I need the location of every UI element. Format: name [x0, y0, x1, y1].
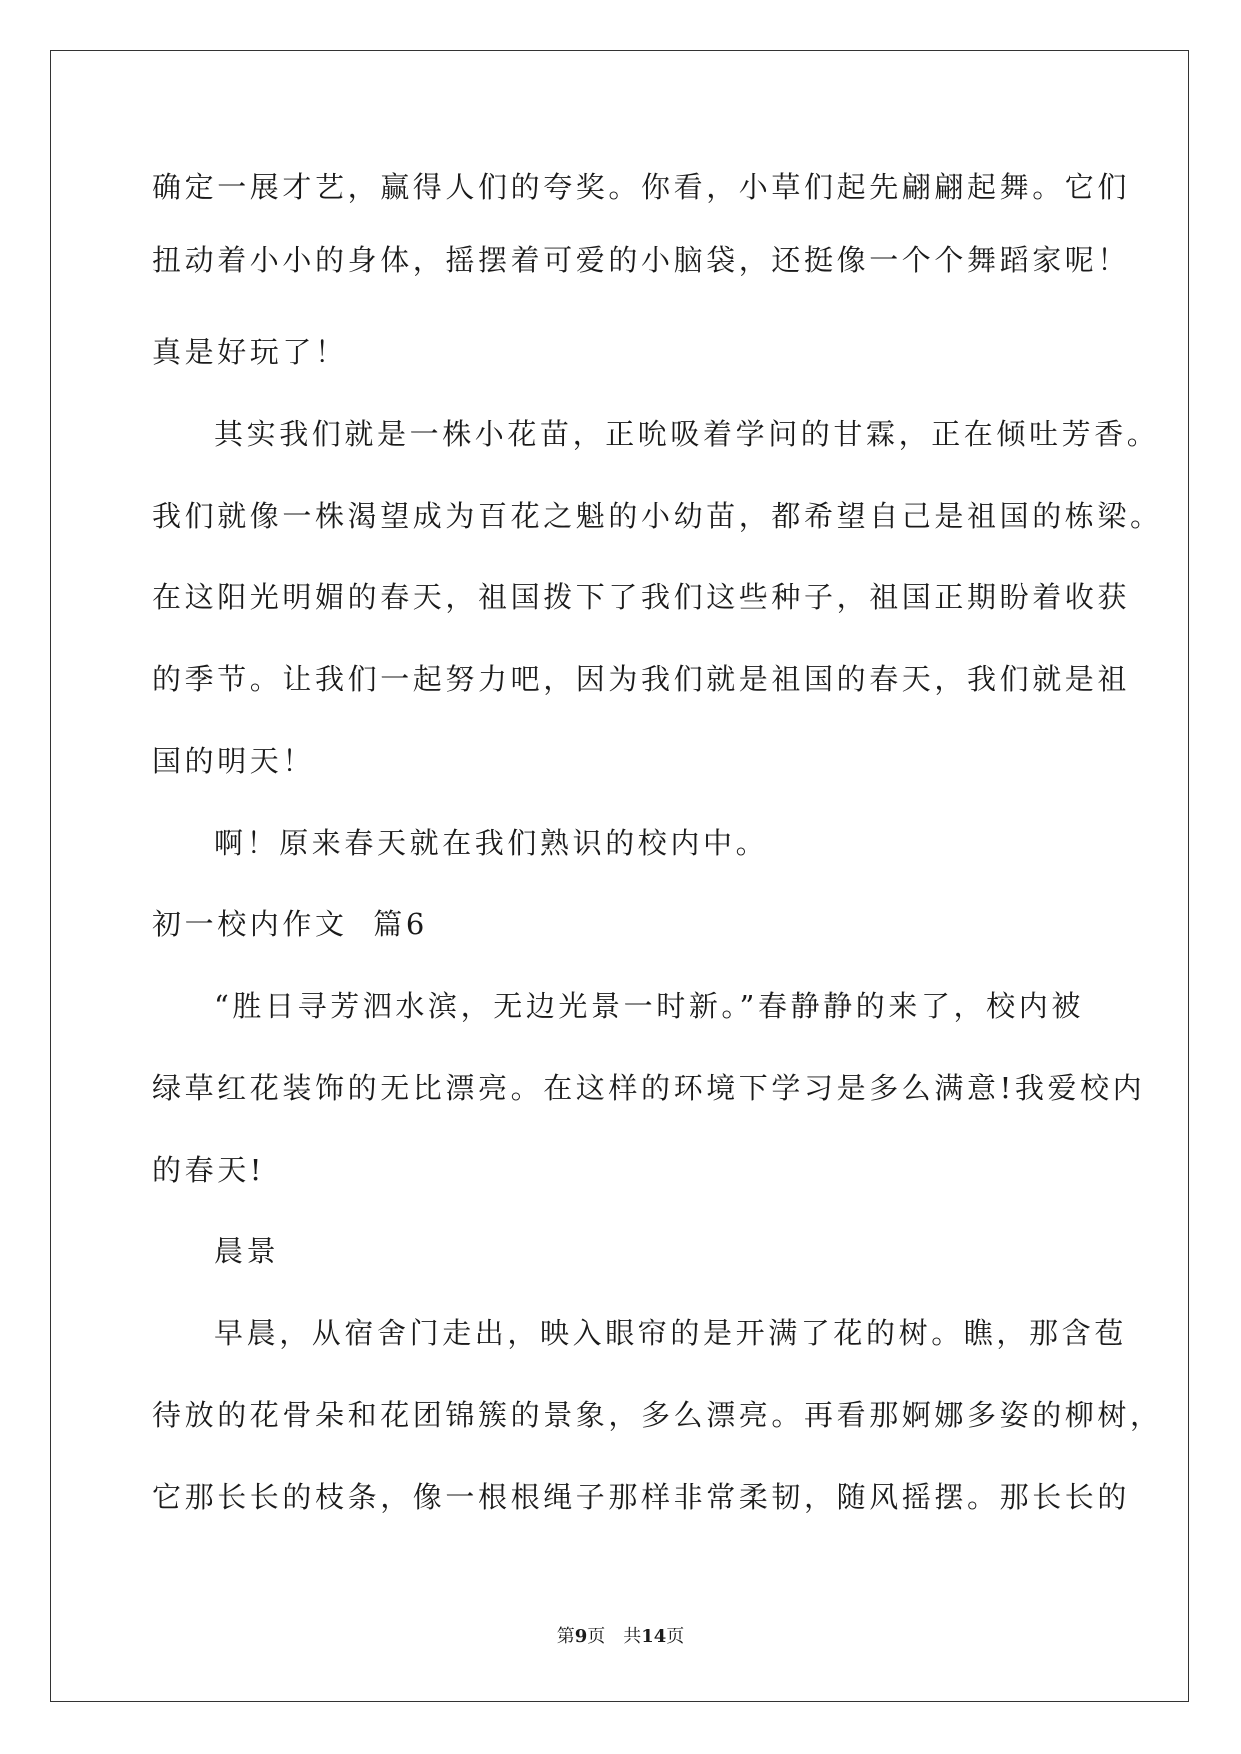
total-page-count: 14	[641, 1626, 667, 1647]
text-line: 确定一展才艺，赢得人们的夸奖。你看，小草们起先翩翩起舞。它们	[152, 170, 1131, 204]
current-page-number: 9	[574, 1626, 588, 1647]
text-line: 在这阳光明媚的春天，祖国拨下了我们这些种子，祖国正期盼着收获	[152, 580, 1131, 614]
page-border	[50, 50, 1189, 1702]
paragraph-start: 啊！原来春天就在我们熟识的校内中。	[214, 826, 769, 860]
text-line: 绿草红花装饰的无比漂亮。在这样的环境下学习是多么满意!我爱校内	[152, 1071, 1146, 1105]
paragraph-start: “胜日寻芳泗水滨，无边光景一时新。”春静静的来了，校内被	[214, 989, 1084, 1023]
text-line: 国的明天！	[152, 744, 316, 778]
text-line: 待放的花骨朵和花团锦簇的景象，多么漂亮。再看那婀娜多姿的柳树，	[152, 1398, 1163, 1432]
text-line: 我们就像一株渴望成为百花之魁的小幼苗，都希望自己是祖国的栋梁。	[152, 499, 1163, 533]
text-line: 的季节。让我们一起努力吧，因为我们就是祖国的春天，我们就是祖	[152, 662, 1131, 696]
section-heading: 初一校内作文 篇6	[152, 907, 428, 941]
text-line: 真是好玩了！	[152, 335, 348, 369]
page-footer	[0, 1622, 1241, 1648]
text-line: 它那长长的枝条，像一根根绳子那样非常柔韧，随风摇摆。那长长的	[152, 1480, 1131, 1514]
paragraph-start: 其实我们就是一株小花苗，正吮吸着学问的甘霖，正在倾吐芳香。	[214, 417, 1160, 451]
paragraph-start: 早晨，从宿舍门走出，映入眼帘的是开满了花的树。瞧，那含苞	[214, 1316, 1127, 1350]
subheading: 晨景	[214, 1234, 280, 1268]
footer-prefix: 第	[556, 1626, 575, 1647]
text-line: 扭动着小小的身体，摇摆着可爱的小脑袋，还挺像一个个舞蹈家呢！	[152, 243, 1131, 277]
footer-suffix: 页	[666, 1626, 685, 1647]
footer-middle: 页 共	[587, 1626, 642, 1647]
text-line: 的春天!	[152, 1153, 266, 1187]
